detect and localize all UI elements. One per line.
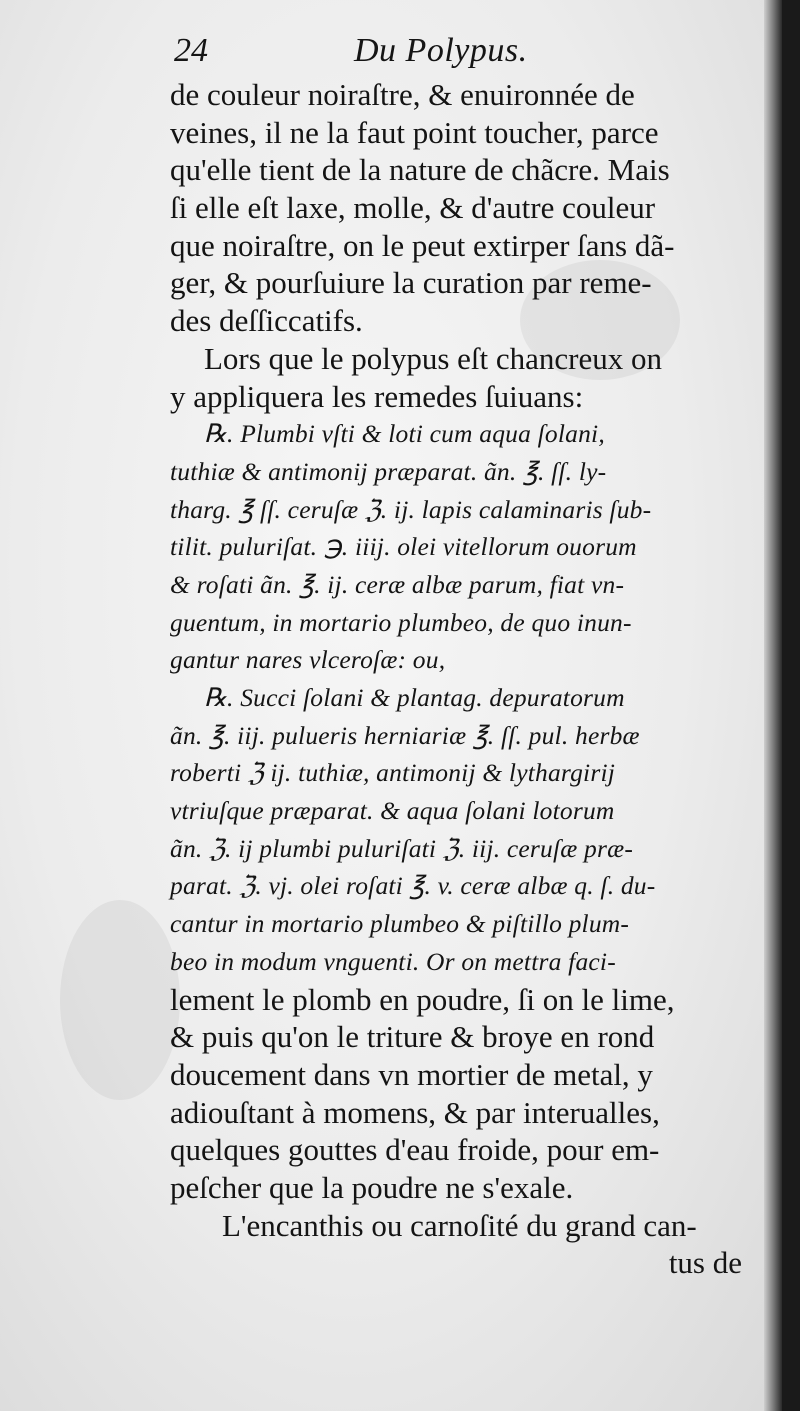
latin-line: gantur nares vlceroſæ: ou,: [170, 645, 446, 675]
latin-line: tilit. puluriſat. ℈. iiij. olei vitellorum ouorum: [170, 532, 637, 562]
latin-line: ãn. ℨ. ij plumbi puluriſati ℨ. iij. ceruſæ præ-: [170, 833, 634, 863]
paragraph-start-line: Lors que le polypus eſt chancreux on: [204, 340, 662, 376]
paper-stain: [60, 900, 180, 1100]
latin-line: cantur in mortario plumbeo & piſtillo plum-: [170, 909, 630, 939]
text-line: doucement dans vn mortier de metal, y: [170, 1056, 653, 1092]
text-line: que noiraſtre, on le peut extirper ſans dã-: [170, 227, 675, 263]
body-text: [170, 76, 760, 1282]
latin-line: beo in modum vnguenti. Or on mettra faci-: [170, 946, 616, 976]
text-line: des deſſiccatifs.: [170, 303, 363, 339]
text-line: ſi elle eſt laxe, molle, & d'autre couleur: [170, 190, 656, 226]
latin-line: & roſati ãn. ℥. ij. ceræ albæ parum, fiat vn-: [170, 569, 625, 599]
page-number: 24: [174, 32, 208, 69]
latin-line: guentum, in mortario plumbeo, de quo inun-: [170, 607, 632, 637]
recipe-start-line: ℞. Succi ſolani & plantag. depuratorum: [204, 683, 625, 712]
text-line: quelques gouttes d'eau froide, pour em-: [170, 1132, 660, 1168]
text-line: peſcher que la poudre ne s'exale.: [170, 1169, 574, 1205]
latin-line: tuthiæ & antimonij præparat. ãn. ℥. ſſ. ly-: [170, 456, 607, 486]
latin-line: roberti ℨ ij. tuthiæ, antimonij & lythargirij: [170, 758, 616, 788]
page-edge-shadow: [764, 0, 782, 1411]
text-line: qu'elle tient de la nature de chãcre. Mais: [170, 152, 670, 188]
text-line: y appliquera les remedes ſuiuans:: [170, 378, 584, 414]
recipe-start-line: ℞. Plumbi vſti & loti cum aqua ſolani,: [204, 419, 605, 449]
latin-line: vtriuſque præparat. & aqua ſolani lotorum: [170, 796, 615, 826]
text-line: ger, & pourſuiure la curation par reme-: [170, 265, 652, 301]
latin-line: ãn. ℥. iij. pulueris herniariæ ℥. ſſ. pul. herbæ: [170, 720, 640, 750]
page-header: [168, 30, 768, 74]
running-title: Du Polypus.: [354, 32, 528, 69]
text-line: & puis qu'on le triture & broye en rond: [170, 1019, 655, 1055]
text-line: veines, il ne la faut point toucher, parce: [170, 114, 659, 150]
text-line: de couleur noiraſtre, & enuironnée de: [170, 77, 635, 112]
latin-line: parat. ℨ. vj. olei roſati ℥. v. ceræ albæ q. ſ. du-: [170, 871, 656, 901]
latin-line: tharg. ℥ ſſ. ceruſæ ℨ. ij. lapis calaminaris ſub-: [170, 494, 652, 524]
text-line: lement le plomb en poudre, ſi on le lime,: [170, 981, 675, 1017]
paragraph-start-line: L'encanthis ou carnoſité du grand can-: [222, 1207, 697, 1243]
catchword-line: tus de: [668, 1245, 742, 1281]
text-line: adiouſtant à momens, & par interualles,: [170, 1094, 660, 1130]
